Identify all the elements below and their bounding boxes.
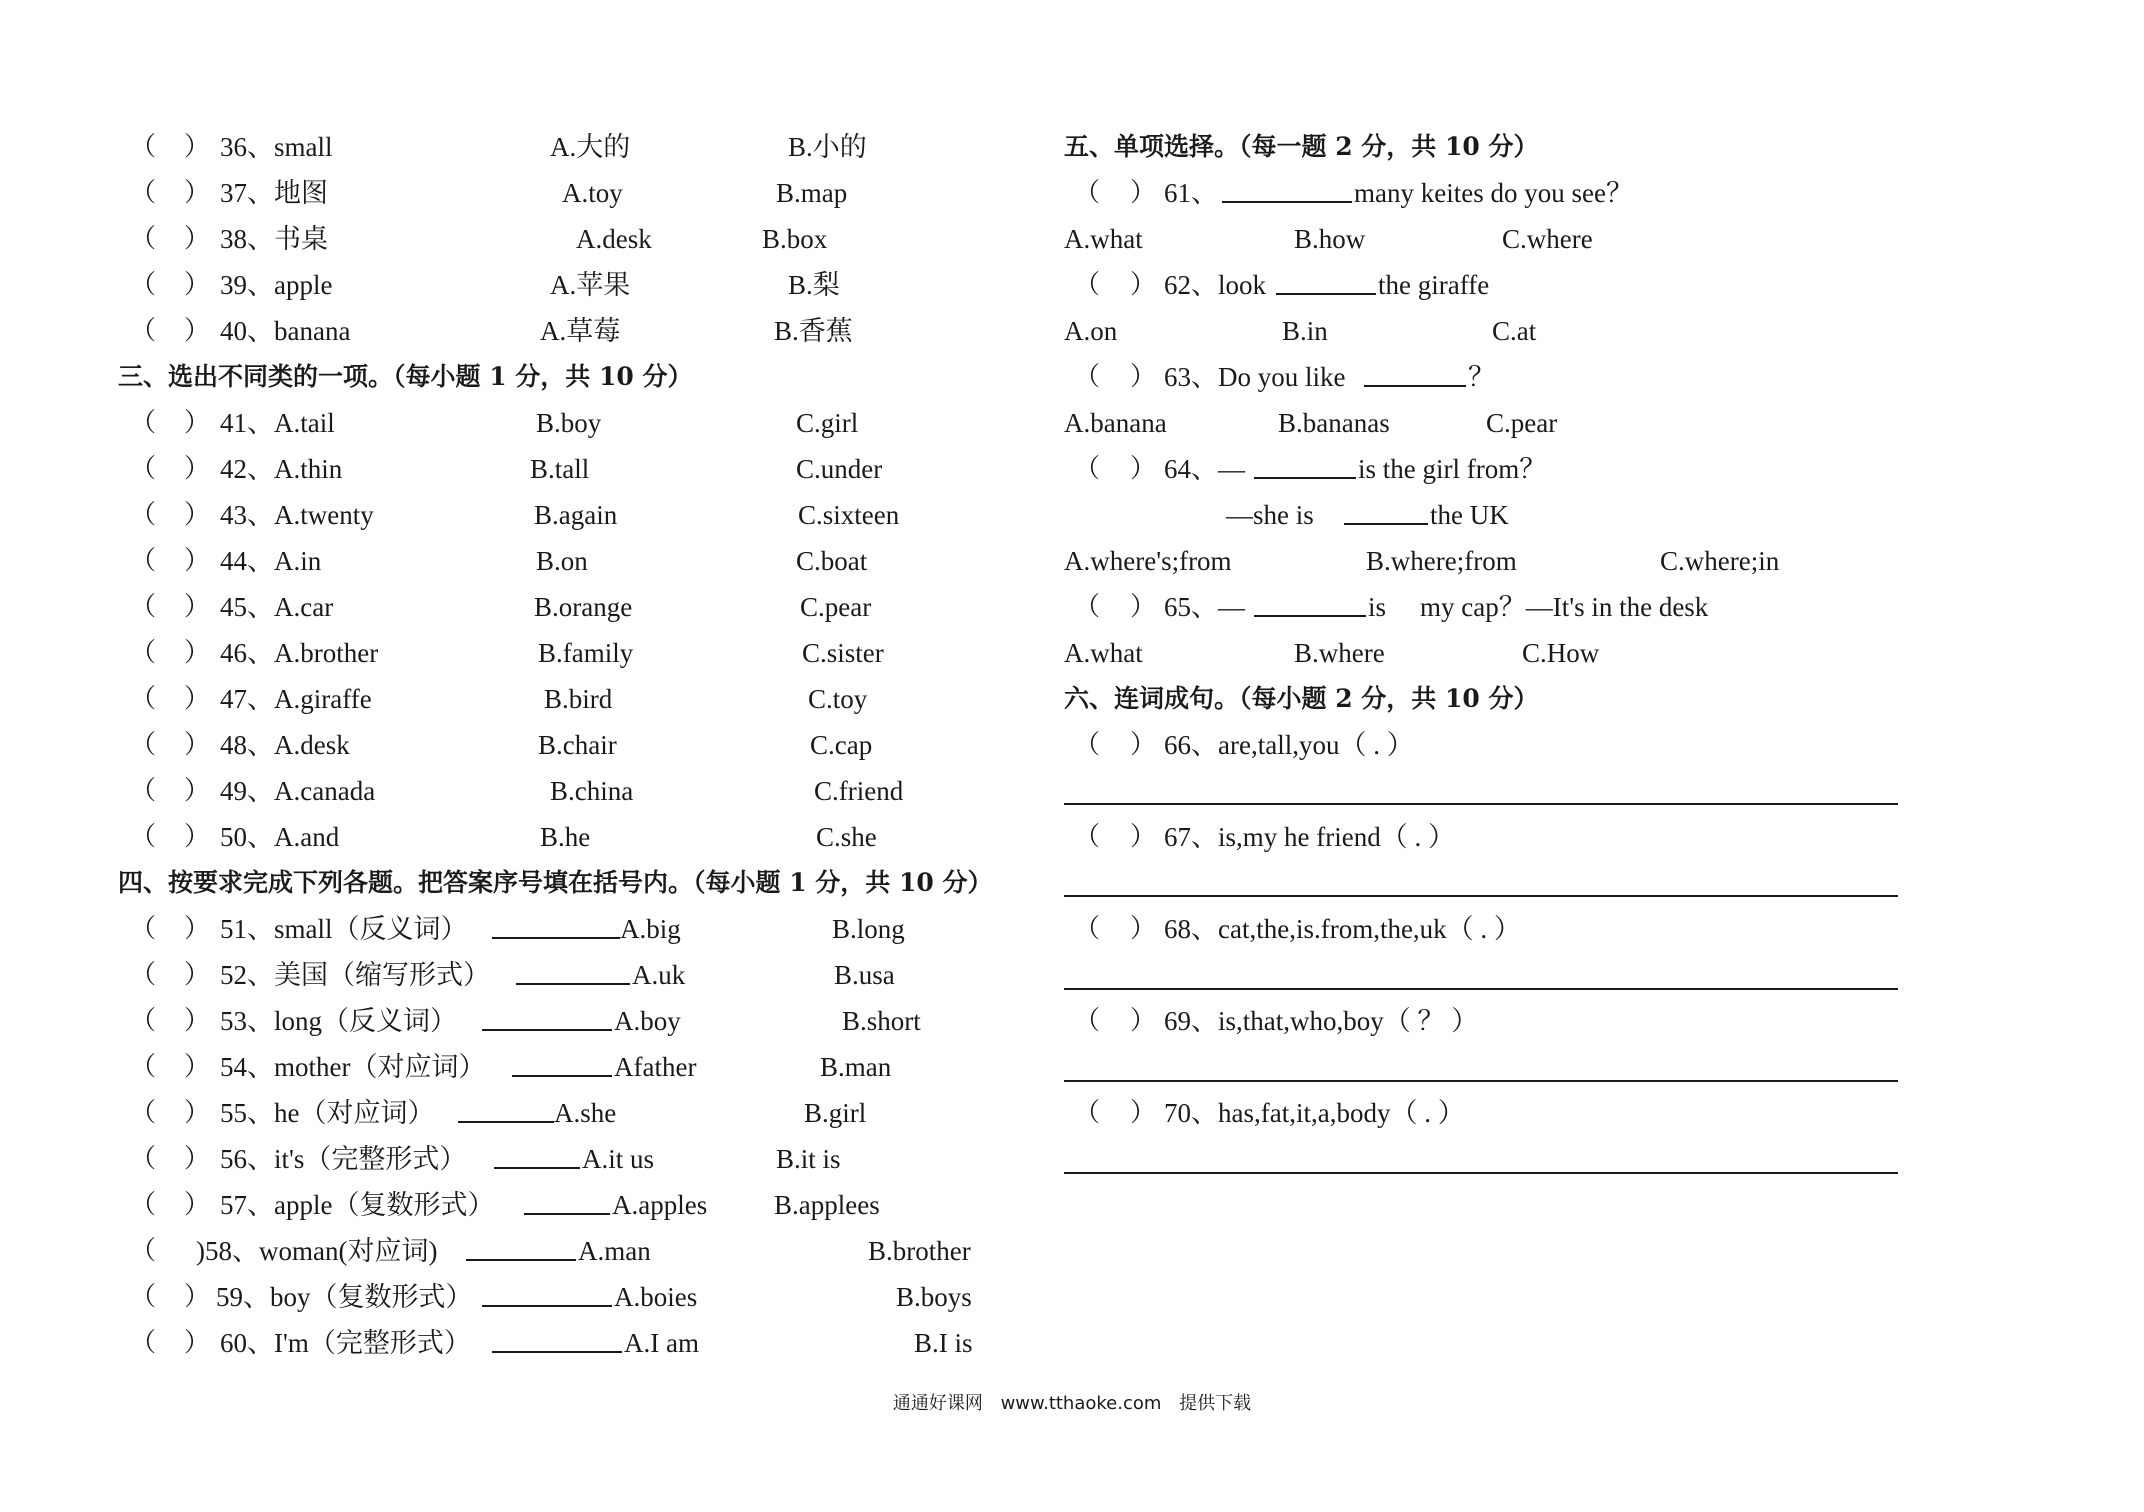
question-stem: 62、look bbox=[1164, 270, 1267, 300]
option-b: B.how bbox=[1294, 224, 1366, 254]
option-b: B.long bbox=[832, 914, 905, 944]
question-text: is the girl from？ bbox=[1358, 454, 1547, 484]
answer-paren-left: （ bbox=[1074, 178, 1101, 208]
question-row bbox=[130, 1277, 1030, 1317]
question-stem: 43、A.twenty bbox=[220, 500, 374, 530]
answer-paren-left: （ bbox=[130, 1190, 157, 1220]
question-stem: 64、— bbox=[1164, 454, 1245, 484]
answer-blank[interactable] bbox=[1222, 173, 1352, 203]
answer-line[interactable] bbox=[1064, 1172, 1898, 1174]
section-4-heading: 四、按要求完成下列各题。把答案序号填在括号内。（每小题 1 分，共 10 分） bbox=[118, 868, 993, 897]
question-row bbox=[130, 173, 1030, 213]
option-b: B.where bbox=[1294, 638, 1385, 668]
question-stem: 41、A.tail bbox=[220, 408, 335, 438]
question-stem: 50、A.and bbox=[220, 822, 340, 852]
option-c: C.where bbox=[1502, 224, 1593, 254]
answer-paren-left: （ bbox=[130, 316, 157, 346]
question-row bbox=[130, 1185, 1030, 1225]
option-a: A.what bbox=[1064, 638, 1143, 668]
question-row bbox=[130, 909, 1030, 949]
answer-paren-right: ） bbox=[184, 960, 211, 990]
question-stem: 40、banana bbox=[220, 316, 351, 346]
question-stem: 42、A.thin bbox=[220, 454, 343, 484]
option-c: C.pear bbox=[800, 592, 872, 622]
question-stem: 60、I'm（完整形式） bbox=[220, 1328, 471, 1358]
question-row bbox=[130, 955, 1030, 995]
question-stem: 38、书桌 bbox=[220, 224, 328, 254]
answer-paren-left: （ bbox=[130, 684, 157, 714]
question-row bbox=[130, 1001, 1030, 1041]
answer-paren-left: （ bbox=[130, 638, 157, 668]
question-stem: 59、boy（复数形式） bbox=[216, 1282, 473, 1312]
answer-paren-left: （ bbox=[1074, 1098, 1101, 1128]
answer-paren-left: （ bbox=[130, 546, 157, 576]
answer-paren-right: ） bbox=[184, 408, 211, 438]
answer-paren-right: ） bbox=[184, 592, 211, 622]
option-c: C.under bbox=[796, 454, 883, 484]
answer-paren-left: （ bbox=[130, 592, 157, 622]
option-b: B.girl bbox=[804, 1098, 867, 1128]
question-row bbox=[1074, 265, 2114, 305]
answer-paren-left: （ bbox=[130, 132, 157, 162]
answer-blank[interactable] bbox=[492, 1323, 622, 1353]
question-stem: 68、cat,the,is.from,the,uk（ . ） bbox=[1164, 914, 1521, 944]
question-row bbox=[130, 633, 1030, 673]
question-stem: 55、he（对应词） bbox=[220, 1098, 435, 1128]
answer-paren-left: （ bbox=[130, 408, 157, 438]
option-b: B.香蕉 bbox=[774, 316, 853, 346]
answer-paren-right: ） bbox=[1130, 822, 1157, 852]
option-b: B.usa bbox=[834, 960, 895, 990]
answer-paren-right: ） bbox=[184, 1282, 211, 1312]
question-row bbox=[130, 311, 1030, 351]
option-b: B.in bbox=[1282, 316, 1328, 346]
answer-paren-left: （ bbox=[1074, 592, 1101, 622]
answer-paren-left: （ bbox=[130, 1098, 157, 1128]
option-b: B.family bbox=[538, 638, 634, 668]
option-b: B.bananas bbox=[1278, 408, 1390, 438]
question-stem: 70、has,fat,it,a,body（ . ） bbox=[1164, 1098, 1465, 1128]
answer-paren-left: （ bbox=[130, 776, 157, 806]
option-a: A.on bbox=[1064, 316, 1118, 346]
options-row bbox=[1064, 311, 2104, 351]
answer-paren-right: ） bbox=[1130, 454, 1157, 484]
answer-paren-left: （ bbox=[130, 1282, 157, 1312]
question-row bbox=[130, 219, 1030, 259]
options-row bbox=[1064, 219, 2104, 259]
answer-paren-right: ） bbox=[184, 1098, 211, 1128]
option-b: B.applees bbox=[774, 1190, 880, 1220]
question-stem: 52、美国（缩写形式） bbox=[220, 960, 490, 990]
option-b: B.it is bbox=[776, 1144, 841, 1174]
answer-blank[interactable] bbox=[516, 955, 630, 985]
option-a: A.what bbox=[1064, 224, 1143, 254]
answer-paren-left: （ bbox=[1074, 730, 1101, 760]
answer-paren-right: ） bbox=[1130, 178, 1157, 208]
option-c: C.pear bbox=[1486, 408, 1558, 438]
option-b: B.boy bbox=[536, 408, 602, 438]
question-stem: 46、A.brother bbox=[220, 638, 379, 668]
answer-blank[interactable] bbox=[1364, 357, 1466, 387]
option-b: B.brother bbox=[868, 1236, 971, 1266]
answer-paren-left: （ bbox=[130, 960, 157, 990]
footer-suffix: 提供下载 bbox=[1179, 1393, 1252, 1414]
answer-paren-right: ） bbox=[184, 638, 211, 668]
question-row bbox=[130, 679, 1030, 719]
question-stem: )58、woman(对应词) bbox=[196, 1236, 438, 1266]
answer-paren-left: （ bbox=[130, 1052, 157, 1082]
answer-paren-right: ） bbox=[1130, 362, 1157, 392]
answer-paren-right: ） bbox=[1130, 914, 1157, 944]
answer-paren-right: ） bbox=[184, 776, 211, 806]
question-row bbox=[130, 1093, 1030, 1133]
question-row bbox=[130, 1139, 1030, 1179]
option-c: C.she bbox=[816, 822, 877, 852]
question-stem: 54、mother（对应词） bbox=[220, 1052, 486, 1082]
question-row bbox=[1074, 357, 2114, 397]
option-b: B.bird bbox=[544, 684, 613, 714]
answer-blank[interactable] bbox=[524, 1185, 610, 1215]
answer-blank[interactable] bbox=[1344, 495, 1428, 525]
option-a: A.banana bbox=[1064, 408, 1167, 438]
answer-paren-left: （ bbox=[1074, 270, 1101, 300]
footer-site-name: 通通好课网 bbox=[892, 1393, 983, 1414]
answer-line[interactable] bbox=[1064, 988, 1898, 990]
answer-line[interactable] bbox=[1064, 803, 1898, 805]
question-stem: 39、apple bbox=[220, 270, 333, 300]
option-b: B.again bbox=[534, 500, 618, 530]
option-b: B.map bbox=[776, 178, 848, 208]
question-row bbox=[130, 1323, 1030, 1363]
question-row bbox=[130, 1047, 1030, 1087]
answer-paren-right: ） bbox=[184, 1190, 211, 1220]
option-b: B.he bbox=[540, 822, 591, 852]
option-a: A.she bbox=[554, 1098, 617, 1128]
question-stem: 67、is,my he friend（ . ） bbox=[1164, 822, 1455, 852]
answer-paren-left: （ bbox=[130, 500, 157, 530]
answer-paren-right: ） bbox=[184, 914, 211, 944]
answer-paren-right: ） bbox=[184, 730, 211, 760]
question-stem: 36、small bbox=[220, 132, 333, 162]
section-6-heading: 六、连词成句。（每小题 2 分，共 10 分） bbox=[1064, 684, 1539, 713]
option-a: A.boy bbox=[614, 1006, 681, 1036]
option-a: A.草莓 bbox=[540, 316, 621, 346]
answer-paren-left: （ bbox=[130, 914, 157, 944]
options-row bbox=[1064, 541, 2104, 581]
question-row bbox=[1074, 1001, 2114, 1041]
answer-paren-left: （ bbox=[130, 270, 157, 300]
question-text: my cap？—It's in the desk bbox=[1420, 592, 1709, 622]
answer-paren-left: （ bbox=[130, 822, 157, 852]
answer-blank[interactable] bbox=[492, 909, 620, 939]
option-c: C.How bbox=[1522, 638, 1600, 668]
option-c: C.at bbox=[1492, 316, 1537, 346]
question-stem: 69、is,that,who,boy（ ？ ） bbox=[1164, 1006, 1479, 1036]
question-text: many keites do you see？ bbox=[1354, 178, 1633, 208]
answer-paren-right: ） bbox=[184, 822, 211, 852]
answer-paren-right: ） bbox=[184, 546, 211, 576]
question-stem: 51、small（反义词） bbox=[220, 914, 468, 944]
answer-paren-left: （ bbox=[130, 1144, 157, 1174]
question-row-continued bbox=[1074, 495, 2114, 535]
option-a: A.where's;from bbox=[1064, 546, 1232, 576]
answer-paren-right: ） bbox=[184, 132, 211, 162]
question-row bbox=[1074, 725, 2114, 765]
question-row bbox=[130, 127, 1030, 167]
option-b: B.where;from bbox=[1366, 546, 1517, 576]
answer-paren-left: （ bbox=[130, 730, 157, 760]
answer-paren-right: ） bbox=[184, 1144, 211, 1174]
answer-line[interactable] bbox=[1064, 895, 1898, 897]
options-row bbox=[1064, 633, 2104, 673]
answer-paren-left: （ bbox=[130, 1006, 157, 1036]
answer-paren-left: （ bbox=[1074, 454, 1101, 484]
answer-blank[interactable] bbox=[494, 1139, 580, 1169]
answer-paren-right: ） bbox=[184, 316, 211, 346]
option-c: C.sixteen bbox=[798, 500, 900, 530]
option-c: C.where;in bbox=[1660, 546, 1780, 576]
option-a: A.man bbox=[578, 1236, 651, 1266]
answer-paren-right: ） bbox=[184, 500, 211, 530]
question-text: is bbox=[1368, 592, 1387, 622]
question-row bbox=[130, 265, 1030, 305]
option-c: C.sister bbox=[802, 638, 884, 668]
page-footer bbox=[0, 1392, 2144, 1416]
option-a: A.toy bbox=[562, 178, 623, 208]
option-a: A.大的 bbox=[550, 132, 631, 162]
option-b: B.short bbox=[842, 1006, 921, 1036]
question-text: —she is bbox=[1226, 500, 1314, 530]
answer-paren-right: ） bbox=[1130, 1006, 1157, 1036]
question-row bbox=[130, 541, 1030, 581]
option-b: B.小的 bbox=[788, 132, 867, 162]
option-b: B.chair bbox=[538, 730, 617, 760]
option-a: A.desk bbox=[576, 224, 652, 254]
question-row bbox=[1074, 587, 2114, 627]
answer-paren-right: ） bbox=[184, 1328, 211, 1358]
question-row bbox=[130, 449, 1030, 489]
question-text: the giraffe bbox=[1378, 270, 1490, 300]
answer-blank[interactable] bbox=[466, 1231, 576, 1261]
answer-paren-left: （ bbox=[130, 1236, 157, 1266]
question-stem: 44、A.in bbox=[220, 546, 322, 576]
option-b: B.boys bbox=[896, 1282, 972, 1312]
answer-paren-right: ） bbox=[184, 270, 211, 300]
answer-blank[interactable] bbox=[458, 1093, 554, 1123]
answer-blank[interactable] bbox=[1254, 587, 1366, 617]
question-row bbox=[1074, 817, 2114, 857]
option-a: A.big bbox=[620, 914, 681, 944]
question-row bbox=[130, 495, 1030, 535]
option-a: A.apples bbox=[612, 1190, 708, 1220]
question-stem: 53、long（反义词） bbox=[220, 1006, 458, 1036]
option-c: C.girl bbox=[796, 408, 859, 438]
question-row bbox=[1074, 173, 2114, 213]
answer-paren-left: （ bbox=[130, 224, 157, 254]
option-c: C.toy bbox=[808, 684, 868, 714]
option-b: B.box bbox=[762, 224, 828, 254]
option-a: Afather bbox=[614, 1052, 697, 1082]
answer-paren-right: ） bbox=[184, 684, 211, 714]
question-text: the UK bbox=[1430, 500, 1509, 530]
option-b: B.on bbox=[536, 546, 588, 576]
answer-paren-right: ） bbox=[1130, 592, 1157, 622]
option-a: A.I am bbox=[624, 1328, 699, 1358]
question-row bbox=[1074, 449, 2114, 489]
answer-paren-right: ） bbox=[184, 178, 211, 208]
answer-paren-left: （ bbox=[1074, 822, 1101, 852]
section-3-heading: 三、选出不同类的一项。（每小题 1 分，共 10 分） bbox=[118, 362, 693, 391]
answer-paren-left: （ bbox=[130, 1328, 157, 1358]
question-stem: 49、A.canada bbox=[220, 776, 376, 806]
footer-url[interactable]: www.tthaoke.com bbox=[1000, 1393, 1162, 1414]
options-row bbox=[1064, 403, 2104, 443]
answer-paren-right: ） bbox=[184, 1052, 211, 1082]
answer-blank[interactable] bbox=[1254, 449, 1356, 479]
question-row bbox=[1074, 1093, 2114, 1133]
answer-paren-left: （ bbox=[130, 178, 157, 208]
question-text: ？ bbox=[1468, 362, 1495, 392]
section-5-heading: 五、单项选择。（每一题 2 分，共 10 分） bbox=[1064, 132, 1539, 161]
question-stem: 65、— bbox=[1164, 592, 1245, 622]
answer-paren-right: ） bbox=[184, 1006, 211, 1036]
question-stem: 56、it's（完整形式） bbox=[220, 1144, 467, 1174]
option-b: B.梨 bbox=[788, 270, 840, 300]
answer-blank[interactable] bbox=[482, 1277, 612, 1307]
answer-paren-right: ） bbox=[184, 224, 211, 254]
answer-paren-right: ） bbox=[1130, 270, 1157, 300]
question-stem: 66、are,tall,you（ . ） bbox=[1164, 730, 1414, 760]
option-a: A.it us bbox=[582, 1144, 655, 1174]
option-b: B.man bbox=[820, 1052, 892, 1082]
question-row bbox=[1074, 909, 2114, 949]
question-row bbox=[130, 1231, 1030, 1271]
answer-paren-right: ） bbox=[184, 454, 211, 484]
question-stem: 61、 bbox=[1164, 178, 1218, 208]
option-a: A.苹果 bbox=[550, 270, 631, 300]
question-stem: 37、地图 bbox=[220, 178, 328, 208]
question-stem: 48、A.desk bbox=[220, 730, 350, 760]
answer-blank[interactable] bbox=[482, 1001, 612, 1031]
option-a: A.uk bbox=[632, 960, 686, 990]
answer-paren-left: （ bbox=[130, 454, 157, 484]
question-row bbox=[130, 725, 1030, 765]
option-b: B.I is bbox=[914, 1328, 973, 1358]
question-row bbox=[130, 817, 1030, 857]
question-stem: 57、apple（复数形式） bbox=[220, 1190, 495, 1220]
option-b: B.tall bbox=[530, 454, 590, 484]
option-c: C.cap bbox=[810, 730, 873, 760]
option-c: C.friend bbox=[814, 776, 904, 806]
option-a: A.boies bbox=[614, 1282, 698, 1312]
answer-paren-left: （ bbox=[1074, 914, 1101, 944]
answer-paren-right: ） bbox=[1130, 730, 1157, 760]
answer-paren-left: （ bbox=[1074, 1006, 1101, 1036]
answer-paren-right: ） bbox=[1130, 1098, 1157, 1128]
option-b: B.orange bbox=[534, 592, 633, 622]
answer-blank[interactable] bbox=[512, 1047, 612, 1077]
answer-blank[interactable] bbox=[1276, 265, 1376, 295]
answer-paren-left: （ bbox=[1074, 362, 1101, 392]
answer-line[interactable] bbox=[1064, 1080, 1898, 1082]
question-row bbox=[130, 771, 1030, 811]
question-stem: 63、Do you like bbox=[1164, 362, 1346, 392]
question-stem: 45、A.car bbox=[220, 592, 334, 622]
option-b: B.china bbox=[550, 776, 634, 806]
question-stem: 47、A.giraffe bbox=[220, 684, 372, 714]
question-row bbox=[130, 403, 1030, 443]
question-row bbox=[130, 587, 1030, 627]
option-c: C.boat bbox=[796, 546, 868, 576]
